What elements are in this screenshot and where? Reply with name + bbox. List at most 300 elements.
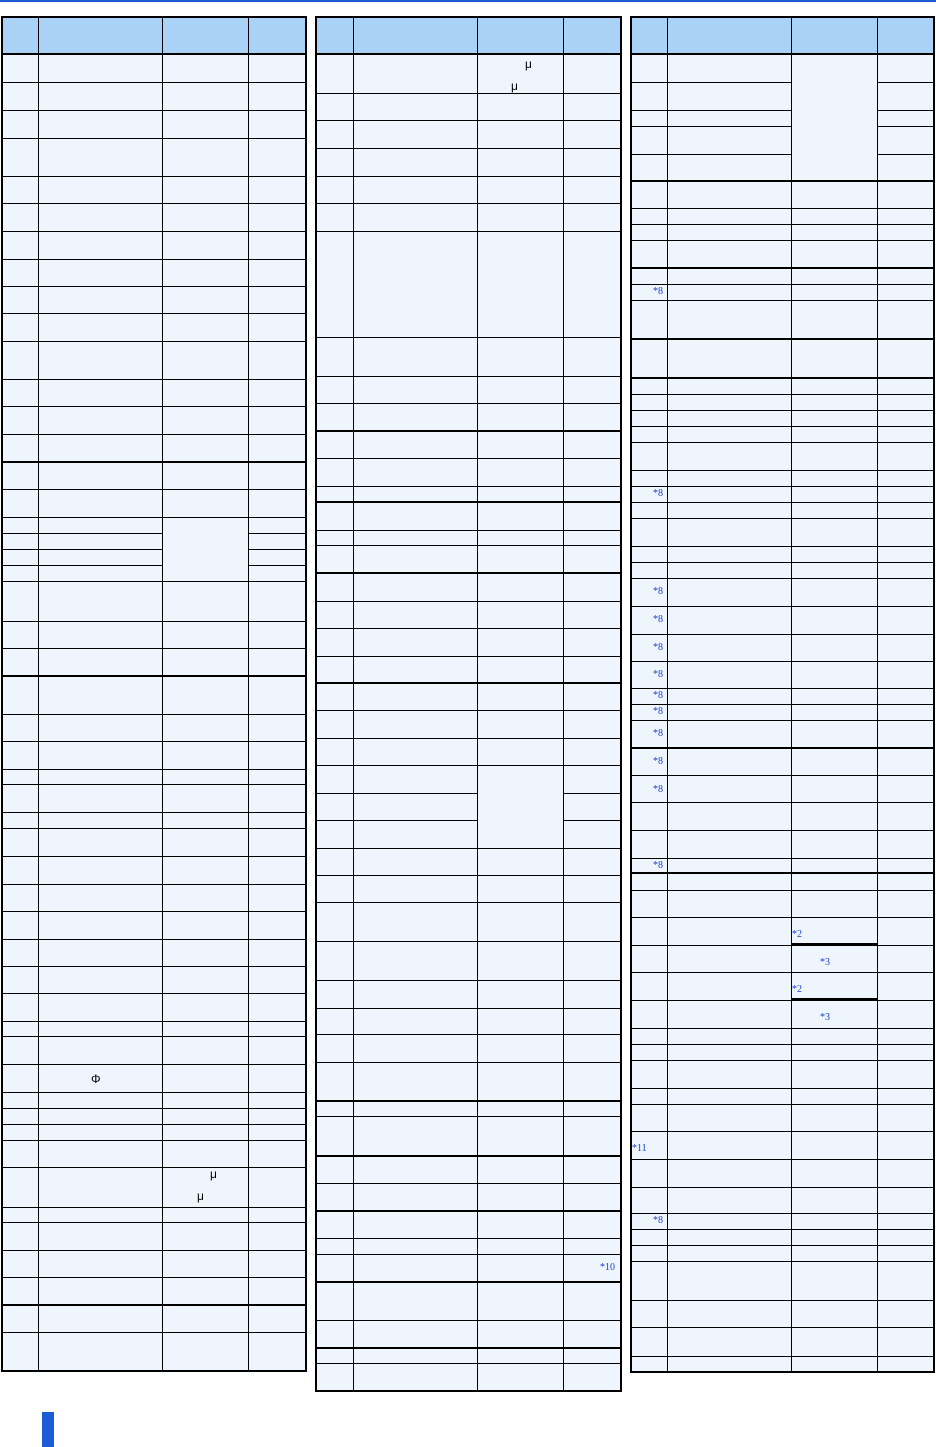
grid-line [631, 1245, 667, 1246]
table-cell [248, 676, 306, 714]
grid-line [162, 966, 248, 967]
grid-line [667, 486, 791, 487]
micro-symbol: μ [210, 1167, 217, 1181]
table-cell [667, 562, 791, 578]
grid-line [353, 710, 477, 711]
grid-line [2, 379, 38, 380]
grid-line [791, 546, 877, 547]
table-cell [877, 339, 934, 378]
footnote-mark: *8 [653, 614, 663, 625]
grid-line [667, 300, 791, 301]
table-cell [2, 1092, 38, 1108]
grid-line [667, 1213, 791, 1214]
table-cell [38, 1332, 162, 1371]
grid-line [353, 1320, 477, 1321]
table-cell [353, 1062, 477, 1101]
table-cell [791, 1261, 877, 1300]
table-cell [2, 812, 38, 828]
grid-line [631, 1000, 667, 1001]
table-cell [563, 573, 621, 601]
grid-line [631, 747, 667, 749]
table-cell [162, 856, 248, 884]
table-cell [667, 284, 791, 300]
table-cell [353, 486, 477, 502]
table-cell [563, 1363, 621, 1391]
table-cell [877, 802, 934, 830]
table-cell [877, 873, 934, 890]
table-cell [2, 231, 38, 259]
grid-line [631, 53, 667, 55]
table-cell [563, 875, 621, 902]
table-cell [162, 621, 248, 648]
table-cell [877, 830, 934, 858]
grid-line [877, 110, 934, 111]
table-cell [667, 775, 791, 802]
grid-line [38, 313, 162, 314]
table-cell [667, 1187, 791, 1213]
table-cell [38, 741, 162, 769]
table-cell [162, 1305, 248, 1332]
table-cell [631, 873, 667, 890]
grid-line [477, 628, 563, 629]
table-cell [162, 1250, 248, 1277]
grid-line [667, 224, 791, 225]
grid-line [791, 775, 877, 776]
table-cell [563, 1034, 621, 1062]
grid-line [631, 1213, 667, 1214]
table-cell [791, 1356, 877, 1372]
table-cell [563, 1183, 621, 1211]
table-cell [667, 1060, 791, 1088]
grid-line [631, 1104, 667, 1105]
grid-line [2, 549, 38, 550]
table-cell [477, 1156, 563, 1183]
grid-line [563, 710, 621, 711]
table-cell [2, 82, 38, 110]
table-cell [477, 120, 563, 148]
grid-line [563, 501, 621, 503]
grid-line [477, 337, 563, 338]
grid-line [667, 1000, 791, 1001]
table-cell [563, 1211, 621, 1238]
grid-line [791, 267, 877, 269]
grid-line [631, 945, 667, 946]
grid-line [791, 53, 877, 55]
grid-line [877, 1104, 934, 1105]
grid-line [38, 581, 162, 582]
grid-line [477, 848, 563, 849]
table-cell [2, 966, 38, 993]
grid-line [477, 1347, 563, 1349]
table-cell [477, 1238, 563, 1254]
grid-line [353, 1238, 477, 1239]
table-cell [791, 830, 877, 858]
grid-line [248, 138, 306, 139]
table-cell [791, 442, 877, 470]
table-header-cell [2, 17, 38, 54]
table-cell [2, 1140, 38, 1167]
grid-line [791, 562, 877, 563]
table-cell [477, 710, 563, 738]
table-cell [2, 1250, 38, 1277]
table-cell [248, 812, 306, 828]
table-cell [2, 911, 38, 939]
grid-line [631, 917, 667, 918]
grid-line [791, 394, 877, 395]
grid-line [316, 572, 353, 574]
table-cell [791, 1245, 877, 1261]
grid-line [353, 1034, 477, 1035]
table-cell [248, 1021, 306, 1036]
table-cell [2, 884, 38, 911]
table-cell [877, 154, 934, 181]
grid-line [477, 902, 563, 903]
grid-line [563, 1062, 621, 1063]
table-cell [2, 1021, 38, 1036]
grid-line [38, 533, 162, 534]
grid-line [38, 138, 162, 139]
grid-line [791, 1131, 877, 1132]
table-cell [2, 203, 38, 231]
grid-line [353, 1347, 477, 1349]
grid-line [2, 565, 38, 566]
table-cell [2, 341, 38, 379]
grid-line [877, 1028, 934, 1029]
grid-line [563, 337, 621, 338]
table-cell [631, 518, 667, 546]
grid-line [631, 578, 667, 579]
table-cell [667, 830, 791, 858]
table-cell [563, 1101, 621, 1116]
table-cell [38, 1124, 162, 1140]
grid-line [791, 858, 877, 859]
grid-line [162, 939, 248, 940]
grid-line [477, 530, 563, 531]
table-cell [667, 1261, 791, 1300]
table-cell [667, 748, 791, 775]
table-cell [791, 748, 877, 775]
table-cell [477, 93, 563, 120]
grid-line [631, 872, 667, 874]
grid-line [248, 434, 306, 435]
grid-line [563, 601, 621, 602]
table-cell [631, 442, 667, 470]
table-cell [2, 489, 38, 517]
table-cell [791, 208, 877, 224]
table-cell [38, 203, 162, 231]
footnote-mark: *8 [653, 728, 663, 739]
grid-line [162, 341, 248, 342]
grid-line [631, 775, 667, 776]
grid-line [667, 82, 791, 83]
grid-line [631, 224, 667, 225]
table-cell [2, 1332, 38, 1371]
table-cell [316, 120, 353, 148]
table-header-cell [353, 17, 477, 54]
grid-line [316, 203, 353, 204]
grid-line [477, 875, 563, 876]
grid-line [2, 812, 38, 813]
table-cell [791, 1159, 877, 1187]
grid-line [2, 1332, 38, 1333]
table-cell [667, 268, 791, 284]
grid-line [877, 1300, 934, 1301]
grid-line [877, 1356, 934, 1357]
footnote-mark: *10 [600, 1262, 615, 1273]
grid-line [791, 943, 877, 945]
grid-line [877, 82, 934, 83]
table-cell [477, 738, 563, 765]
grid-line [877, 126, 934, 127]
grid-line [2, 1036, 38, 1037]
table-cell [248, 884, 306, 911]
table-cell [248, 313, 306, 341]
grid-line [791, 410, 877, 411]
grid-line [631, 720, 667, 721]
grid-line [631, 394, 667, 395]
grid-line [353, 1116, 477, 1117]
grid-line [667, 972, 791, 973]
grid-line [353, 403, 477, 404]
table-cell [248, 648, 306, 676]
table-cell [877, 268, 934, 284]
grid-line [877, 775, 934, 776]
grid-line [2, 675, 38, 677]
grid-line [791, 1088, 877, 1089]
grid-line [162, 434, 248, 435]
grid-line [162, 379, 248, 380]
grid-line [631, 546, 667, 547]
table-cell [667, 378, 791, 394]
grid-line [2, 884, 38, 885]
grid-line [877, 1159, 934, 1160]
table-cell [248, 1108, 306, 1124]
grid-line [791, 720, 877, 721]
grid-line [38, 259, 162, 260]
grid-line [2, 1064, 38, 1065]
grid-line [316, 941, 353, 942]
table-cell [877, 486, 934, 502]
grid-line [316, 1238, 353, 1239]
grid-line [631, 1261, 667, 1262]
grid-line [631, 126, 667, 127]
table-cell [877, 1000, 934, 1028]
grid-line [667, 1245, 791, 1246]
table-cell [477, 176, 563, 203]
grid-line [667, 747, 791, 749]
grid-line [631, 830, 667, 831]
grid-line [667, 1229, 791, 1230]
grid-line [316, 545, 353, 546]
grid-line [2, 648, 38, 649]
grid-line [631, 1300, 667, 1301]
table-cell [2, 110, 38, 138]
grid-line [877, 661, 934, 662]
table-cell [162, 1036, 248, 1064]
grid-line [631, 562, 667, 563]
table-cell [877, 972, 934, 1000]
grid-line [38, 489, 162, 490]
table-cell [353, 1101, 477, 1116]
grid-line [248, 769, 306, 770]
grid-line [791, 442, 877, 443]
table-cell [38, 379, 162, 406]
table-cell [667, 688, 791, 704]
table-cell [563, 656, 621, 683]
table-cell [316, 793, 353, 820]
table-header-cell [162, 17, 248, 54]
table-cell [563, 376, 621, 403]
grid-line [631, 688, 667, 689]
table-cell [353, 203, 477, 231]
footnote-mark: *8 [653, 756, 663, 767]
grid-line [2, 176, 38, 177]
table-cell [2, 581, 38, 621]
table-cell [162, 1108, 248, 1124]
grid-line [791, 426, 877, 427]
grid-line [631, 634, 667, 635]
grid-line [563, 1100, 621, 1102]
table-cell [563, 793, 621, 820]
micro-symbol: μ [525, 57, 532, 71]
grid-line [477, 403, 563, 404]
grid-line [162, 259, 248, 260]
grid-line [38, 549, 162, 550]
footnote-mark: *8 [653, 690, 663, 701]
grid-line [316, 820, 353, 821]
table-cell [2, 1305, 38, 1332]
table-cell [791, 339, 877, 378]
table-cell [667, 518, 791, 546]
table-cell [316, 203, 353, 231]
grid-line [353, 545, 477, 546]
grid-line [563, 1155, 621, 1157]
table-cell [248, 1222, 306, 1250]
table-cell [248, 565, 306, 581]
table-cell [477, 1116, 563, 1156]
grid-line [2, 1092, 38, 1093]
grid-line [667, 1356, 791, 1357]
grid-line [2, 581, 38, 582]
grid-line [162, 621, 248, 622]
grid-line [38, 53, 162, 55]
table-cell [353, 1211, 477, 1238]
grid-line [38, 406, 162, 407]
grid-line [477, 458, 563, 459]
table-cell [162, 648, 248, 676]
table-cell [667, 704, 791, 720]
table-cell [248, 462, 306, 489]
table-cell [877, 110, 934, 126]
table-cell [877, 661, 934, 688]
grid-line [791, 1356, 877, 1357]
table-cell [631, 562, 667, 578]
table-cell [631, 378, 667, 394]
table-cell [248, 379, 306, 406]
table-cell [353, 1116, 477, 1156]
grid-line [248, 1064, 306, 1065]
grid-line [38, 714, 162, 715]
table-cell [316, 628, 353, 656]
table-cell [877, 858, 934, 873]
table-cell [667, 240, 791, 268]
grid-line [38, 675, 162, 677]
table-cell [631, 917, 667, 945]
table-cell [316, 875, 353, 902]
grid-line [38, 341, 162, 342]
table-cell [162, 259, 248, 286]
table-cell [353, 502, 477, 530]
table-cell [162, 1140, 248, 1167]
table-cell [877, 394, 934, 410]
table-cell [353, 1008, 477, 1034]
grid-line [877, 208, 934, 209]
grid-line [316, 1363, 353, 1364]
grid-line [791, 1044, 877, 1045]
grid-line [2, 911, 38, 912]
footnote-mark: *8 [653, 642, 663, 653]
grid-line [631, 82, 667, 83]
grid-line [477, 765, 563, 766]
grid-line [877, 945, 934, 946]
grid-line [477, 486, 563, 487]
grid-line [667, 518, 791, 519]
grid-line [353, 1100, 477, 1102]
grid-line [162, 1124, 248, 1125]
table-cell [667, 410, 791, 426]
grid-line [477, 941, 563, 942]
grid-line [315, 1390, 622, 1392]
grid-line [353, 572, 477, 574]
grid-line [2, 939, 38, 940]
grid-line [631, 470, 667, 471]
grid-line [563, 486, 621, 487]
grid-line [631, 110, 667, 111]
table-cell [38, 54, 162, 82]
grid-line [248, 517, 306, 518]
table-cell [38, 489, 162, 517]
grid-line [248, 565, 306, 566]
grid-line [631, 704, 667, 705]
grid-line [667, 394, 791, 395]
grid-line [563, 458, 621, 459]
table-cell [353, 1183, 477, 1211]
footnote-mark: *8 [653, 784, 663, 795]
grid-line [877, 377, 934, 379]
grid-line [667, 1261, 791, 1262]
table-cell [353, 231, 477, 337]
table-cell [248, 714, 306, 741]
grid-line [631, 240, 667, 241]
grid-line [353, 530, 477, 531]
grid-line [248, 1140, 306, 1141]
grid-line [877, 502, 934, 503]
grid-line [316, 93, 353, 94]
grid-line [2, 434, 38, 435]
table-cell [316, 656, 353, 683]
table-cell [877, 240, 934, 268]
grid-line [248, 884, 306, 885]
grid-line [38, 286, 162, 287]
grid-line [248, 856, 306, 857]
table-cell [877, 1213, 934, 1229]
table-cell [667, 426, 791, 442]
grid-line [791, 1229, 877, 1230]
table-cell [316, 1282, 353, 1320]
table-cell [316, 1238, 353, 1254]
grid-line [248, 1108, 306, 1109]
grid-line [477, 1183, 563, 1184]
